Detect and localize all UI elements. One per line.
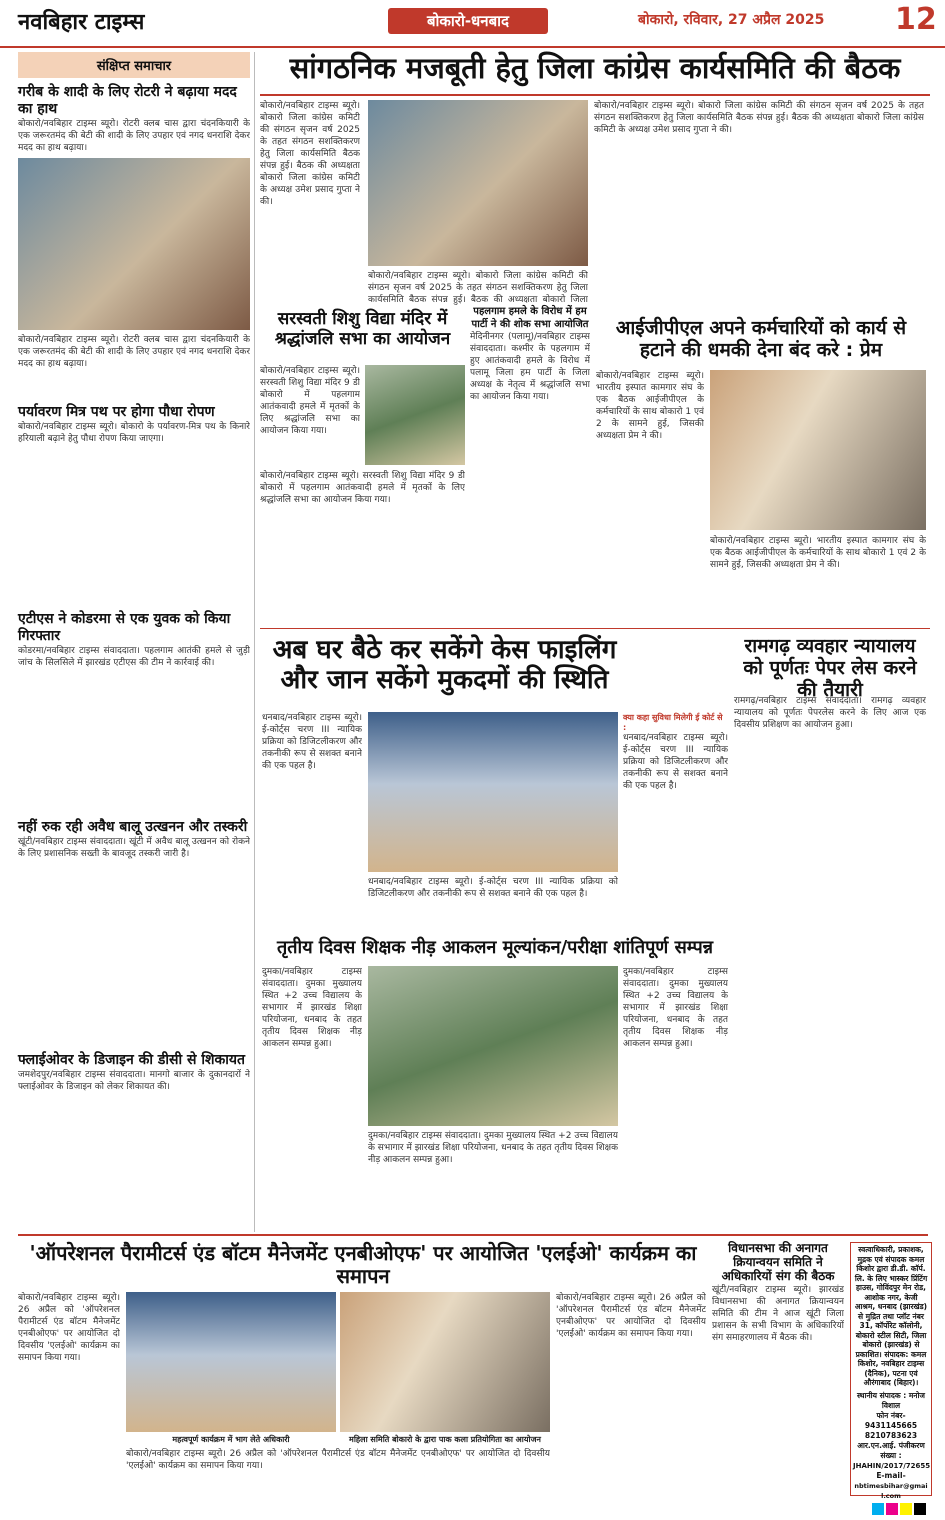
saraswati-photo — [365, 365, 465, 465]
teacher-body: दुमका/नवबिहार टाइम्स संवाददाता। दुमका मुख्यालय स्थित +2 उच्च विद्यालय के सभागार में झारखंड शिक्षा परियोजना, धनबाद के तहत तृतीय दिवस शिक्षक नीड़ आकलन सम्पन्न हुआ। — [262, 967, 362, 1049]
imprint-text: स्वत्वाधिकारी, प्रकाशक, मुद्रक एवं संपादक कमल किशोर द्वारा डी.डी. कॉर्प. लि. के लिए भास्कर प्रिंटिंग हाउस, गोविंदपुर मेन रोड, आशोक नगर, केजी आश्रम, धनबाद (झारखंड) से मुद्रित तथा प्लॉट नंबर 31, कॉर्पोरेट कॉलोनी, बोकारो स्टील सिटी, जिला बोकारो (झारखंड) से प्रकाशित। संपादक: कमल किशोर, नवबिहार टाइम्स (दैनिक), पटना एवं औरंगाबाद (बिहार)। — [854, 1245, 928, 1387]
imprint-reg-label: आर.एन.आई. पंजीकरण संख्या : — [857, 1440, 925, 1460]
sub-story-title: पहलगाम हमले के विरोध में हम पार्टी ने की शोक सभा आयोजित — [471, 306, 589, 330]
teacher-photo — [368, 966, 618, 1126]
story-title: फ्लाईओवर के डिजाइन की डीसी से शिकायत — [18, 1052, 245, 1068]
story-body: बोकारो/नवबिहार टाइम्स ब्यूरो। रोटरी क्लब चास द्वारा चंदनकियारी के एक जरूरतमंद की बेटी की शादी के लिए उपहार एवं नगद धनराशि देकर मदद का हाथ बढ़ाया। — [18, 119, 250, 153]
operation-body: बोकारो/नवबिहार टाइम्स ब्यूरो। 26 अप्रैल को 'ऑपरेशनल पैरामीटर्स एंड बॉटम मैनेजमेंट एनबीओएफ' पर आयोजित दो दिवसीय 'एलईओ' कार्यक्रम का समापन किया गया। — [126, 1449, 550, 1471]
date-line: बोकारो, रविवार, 27 अप्रैल 2025 — [638, 12, 825, 28]
main-story-body: बोकारो/नवबिहार टाइम्स ब्यूरो। बोकारो जिला कांग्रेस कमिटी की संगठन सृजन वर्ष 2025 के तहत संगठन सशक्तिकरण हेतु जिला कार्यसमिति बैठक संपन्न हुई। बैठक की अध्यक्षता बोकारो जिला कांग्रेस कमिटी के अध्यक्ष उमेश प्रसाद गुप्ता ने की। — [594, 101, 924, 135]
page-number: 12 — [895, 2, 937, 37]
paper-name: नवबिहार टाइम्स — [18, 9, 145, 35]
sidebar-title: क्या कहा सुविधा मिलेगी ई कोर्ट से : — [623, 713, 723, 732]
main-story-body: बोकारो/नवबिहार टाइम्स ब्यूरो। बोकारो जिला कांग्रेस कमिटी की संगठन सृजन वर्ष 2025 के तहत संगठन सशक्तिकरण हेतु जिला कार्यसमिति बैठक संपन्न हुई। बैठक की अध्यक्षता बोकारो जिला — [368, 271, 588, 305]
iggpl-body: बोकारो/नवबिहार टाइम्स ब्यूरो। भारतीय इस्पात कामगार संघ के एक बैठक आईजीपीएल के कर्मचारियों के साथ बोकारो 1 एवं 2 के सामने हुई, जिसकी अध्यक्षता प्रेम ने की। — [596, 371, 704, 441]
filing-body: धनबाद/नवबिहार टाइम्स ब्यूरो। ई-कोर्ट्स चरण III न्यायिक प्रक्रिया को डिजिटलीकरण और तकनीकी रूप से सशक्त बनाने की एक पहल है। — [368, 877, 618, 899]
ramgarh-body: रामगढ़/नवबिहार टाइम्स संवाददाता। रामगढ़ व्यवहार न्यायालय को पूर्णतः पेपरलेस करने के लिए आज एक दिवसीय प्रशिक्षण का आयोजन हुआ। — [734, 696, 926, 730]
filing-body: धनबाद/नवबिहार टाइम्स ब्यूरो। ई-कोर्ट्स चरण III न्यायिक प्रक्रिया को डिजिटलीकरण और तकनीकी रूप से सशक्त बनाने की एक पहल है। — [262, 713, 362, 771]
imprint-editor: स्थानीय संपादक : मनोज विशाल — [857, 1390, 925, 1410]
cmyk-black-swatch — [914, 1503, 926, 1515]
brief-news-heading: संक्षिप्त समाचार — [18, 52, 250, 78]
story-title: एटीएस ने कोडरमा से एक युवक को किया गिरफ्तार — [18, 611, 231, 644]
cmyk-magenta-swatch — [886, 1503, 898, 1515]
section-rule — [260, 628, 930, 629]
filing-photo — [368, 712, 618, 872]
imprint-phone: 8210783623 — [864, 1430, 918, 1440]
section-tag: बोकारो-धनबाद — [388, 8, 548, 34]
teacher-headline: तृतीय दिवस शिक्षक नीड़ आकलन मूल्यांकन/परीक्षा शांतिपूर्ण सम्पन्न — [277, 937, 713, 958]
filing-headline: अब घर बैठे कर सकेंगे केस फाइलिंग और जान सकेंगे मुकदमों की स्थिति — [272, 635, 617, 695]
iggpl-body: बोकारो/नवबिहार टाइम्स ब्यूरो। भारतीय इस्पात कामगार संघ के एक बैठक आईजीपीएल के कर्मचारियों के साथ बोकारो 1 एवं 2 के सामने हुई, जिसकी अध्यक्षता प्रेम ने की। — [710, 536, 926, 570]
imprint-box — [850, 1242, 932, 1500]
news-photo — [18, 158, 250, 330]
sidebar-body: धनबाद/नवबिहार टाइम्स ब्यूरो। ई-कोर्ट्स चरण III न्यायिक प्रक्रिया को डिजिटलीकरण और तकनीकी रूप से सशक्त बनाने की एक पहल है। — [623, 733, 728, 791]
operation-body: बोकारो/नवबिहार टाइम्स ब्यूरो। 26 अप्रैल को 'ऑपरेशनल पैरामीटर्स एंड बॉटम मैनेजमेंट एनबीओएफ' पर आयोजित दो दिवसीय 'एलईओ' कार्यक्रम का समापन किया गया। — [18, 1293, 120, 1363]
imprint-email-label: E-mail- — [876, 1470, 906, 1480]
cmyk-cyan-swatch — [872, 1503, 884, 1515]
vidhansabha-headline: विधानसभा की अनागत क्रियान्वयन समिति ने अधिकारियों संग की बैठक — [721, 1241, 835, 1283]
story-title: पर्यावरण मित्र पथ पर होगा पौधा रोपण — [18, 404, 215, 420]
main-story-photo — [368, 100, 588, 266]
main-story-body: बोकारो/नवबिहार टाइम्स ब्यूरो। बोकारो जिला कांग्रेस कमिटी की संगठन सृजन वर्ष 2025 के तहत संगठन सशक्तिकरण हेतु जिला कार्यसमिति बैठक संपन्न हुई। बैठक की अध्यक्षता बोकारो जिला कांग्रेस कमिटी के अध्यक्ष उमेश प्रसाद गुप्ता ने की। — [260, 101, 360, 207]
story-body: बोकारो/नवबिहार टाइम्स ब्यूरो। बोकारो के पर्यावरण-मित्र पथ के किनारे हरियाली बढ़ाने हेतु पौधा रोपण किया जाएगा। — [18, 422, 250, 444]
story-title: नहीं रुक रही अवैध बालू उत्खनन और तस्करी — [18, 819, 248, 835]
cooking-photo — [340, 1292, 550, 1432]
teacher-body: दुमका/नवबिहार टाइम्स संवाददाता। दुमका मुख्यालय स्थित +2 उच्च विद्यालय के सभागार में झारखंड शिक्षा परियोजना, धनबाद के तहत तृतीय दिवस शिक्षक नीड़ आकलन सम्पन्न हुआ। — [623, 967, 728, 1049]
imprint-phone-label: फोन नंबर- — [876, 1410, 906, 1420]
teacher-body: दुमका/नवबिहार टाइम्स संवाददाता। दुमका मुख्यालय स्थित +2 उच्च विद्यालय के सभागार में झारखंड शिक्षा परियोजना, धनबाद के तहत तृतीय दिवस शिक्षक नीड़ आकलन सम्पन्न हुआ। — [368, 1131, 618, 1165]
filing-sidebar — [623, 712, 728, 932]
story-title: गरीब के शादी के लिए रोटरी ने बढ़ाया मदद का हाथ — [18, 84, 237, 117]
iggpl-headline: आईजीपीएल अपने कर्मचारियों को कार्य से हटाने की धमकी देना बंद करे : प्रेम — [615, 317, 907, 361]
sub-story-body: मेदिनीनगर (पलामू)/नवबिहार टाइम्स संवाददाता। कश्मीर के पहलगाम में हुए आतंकवादी हमले के विरोध में पलामू जिला हम पार्टी के जिला अध्यक्ष के नेतृत्व में श्रद्धांजलि सभा का आयोजन किया गया। — [470, 332, 590, 402]
section-rule — [18, 1234, 928, 1236]
iggpl-photo — [710, 370, 926, 530]
imprint-reg-no: JHAHIN/2017/72655 — [853, 1461, 931, 1470]
cmyk-yellow-swatch — [900, 1503, 912, 1515]
cmyk-bar — [872, 1500, 928, 1519]
saraswati-body: बोकारो/नवबिहार टाइम्स ब्यूरो। सरस्वती शिशु विद्या मंदिर 9 डी बोकारो में पहलगाम आतंकवादी हमले में मृतकों के लिए श्रद्धांजलि सभा का आयोजन किया गया। — [260, 471, 465, 505]
main-headline: सांगठनिक मजबूती हेतु जिला कांग्रेस कार्यसमिति की बैठक — [289, 51, 901, 85]
imprint-email: nbtimesbihar@gmail.com — [854, 1481, 928, 1500]
story-body: बोकारो/नवबिहार टाइम्स ब्यूरो। रोटरी क्लब चास द्वारा चंदनकियारी के एक जरूरतमंद की बेटी की शादी के लिए उपहार एवं नगद धनराशि देकर मदद का हाथ बढ़ाया। — [18, 335, 250, 369]
ramgarh-headline: रामगढ़ व्यवहार न्यायालय को पूर्णतः पेपर लेस करने की तैयारी — [743, 635, 917, 701]
operation-headline: 'ऑपरेशनल पैरामीटर्स एंड बॉटम मैनेजमेंट एनबीओएफ' पर आयोजित 'एलईओ' कार्यक्रम का समापन — [29, 1241, 697, 1288]
story-body: जमशेदपुर/नवबिहार टाइम्स संवाददाता। मानगो बाजार के दुकानदारों ने फ्लाईओवर के डिजाइन को लेकर शिकायत की। — [18, 1070, 250, 1092]
operation-photo — [126, 1292, 336, 1432]
cooking-caption: महिला समिति बोकारो के द्वारा पाक कला प्रतियोगिता का आयोजन — [349, 1435, 541, 1444]
sub-story — [470, 305, 590, 481]
saraswati-body: बोकारो/नवबिहार टाइम्स ब्यूरो। सरस्वती शिशु विद्या मंदिर 9 डी बोकारो में पहलगाम आतंकवादी हमले में मृतकों के लिए श्रद्धांजलि सभा का आयोजन किया गया। — [260, 366, 360, 436]
saraswati-headline: सरस्वती शिशु विद्या मंदिर में श्रद्धांजलि सभा का आयोजन — [274, 309, 451, 349]
left-column — [18, 52, 250, 1230]
imprint-phone: 9431145665 — [864, 1420, 918, 1430]
masthead — [0, 0, 945, 48]
headline-rule — [260, 94, 930, 96]
operation-caption: महत्वपूर्ण कार्यक्रम में भाग लेते अधिकारी — [172, 1435, 290, 1444]
story-body: खूंटी/नवबिहार टाइम्स संवाददाता। खूंटी में अवैध बालू उत्खनन को रोकने के लिए प्रशासनिक सख्ती के बावजूद तस्करी जारी है। — [18, 837, 250, 859]
operation-body: बोकारो/नवबिहार टाइम्स ब्यूरो। 26 अप्रैल को 'ऑपरेशनल पैरामीटर्स एंड बॉटम मैनेजमेंट एनबीओएफ' पर आयोजित दो दिवसीय 'एलईओ' कार्यक्रम का समापन किया गया। — [556, 1293, 706, 1339]
story-body: कोडरमा/नवबिहार टाइम्स संवाददाता। पहलगाम आतंकी हमले से जुड़ी जांच के सिलसिले में झारखंड एटीएस की टीम ने कार्रवाई की। — [18, 646, 250, 668]
column-divider — [254, 52, 255, 1232]
vidhansabha-body: खूंटी/नवबिहार टाइम्स ब्यूरो। झारखंड विधानसभा की अनागत क्रियान्वयन समिति की टीम ने आज खूंटी जिला प्रशासन के सभी विभाग के अधिकारियों संग समाहरणालय में बैठक की। — [712, 1285, 844, 1343]
